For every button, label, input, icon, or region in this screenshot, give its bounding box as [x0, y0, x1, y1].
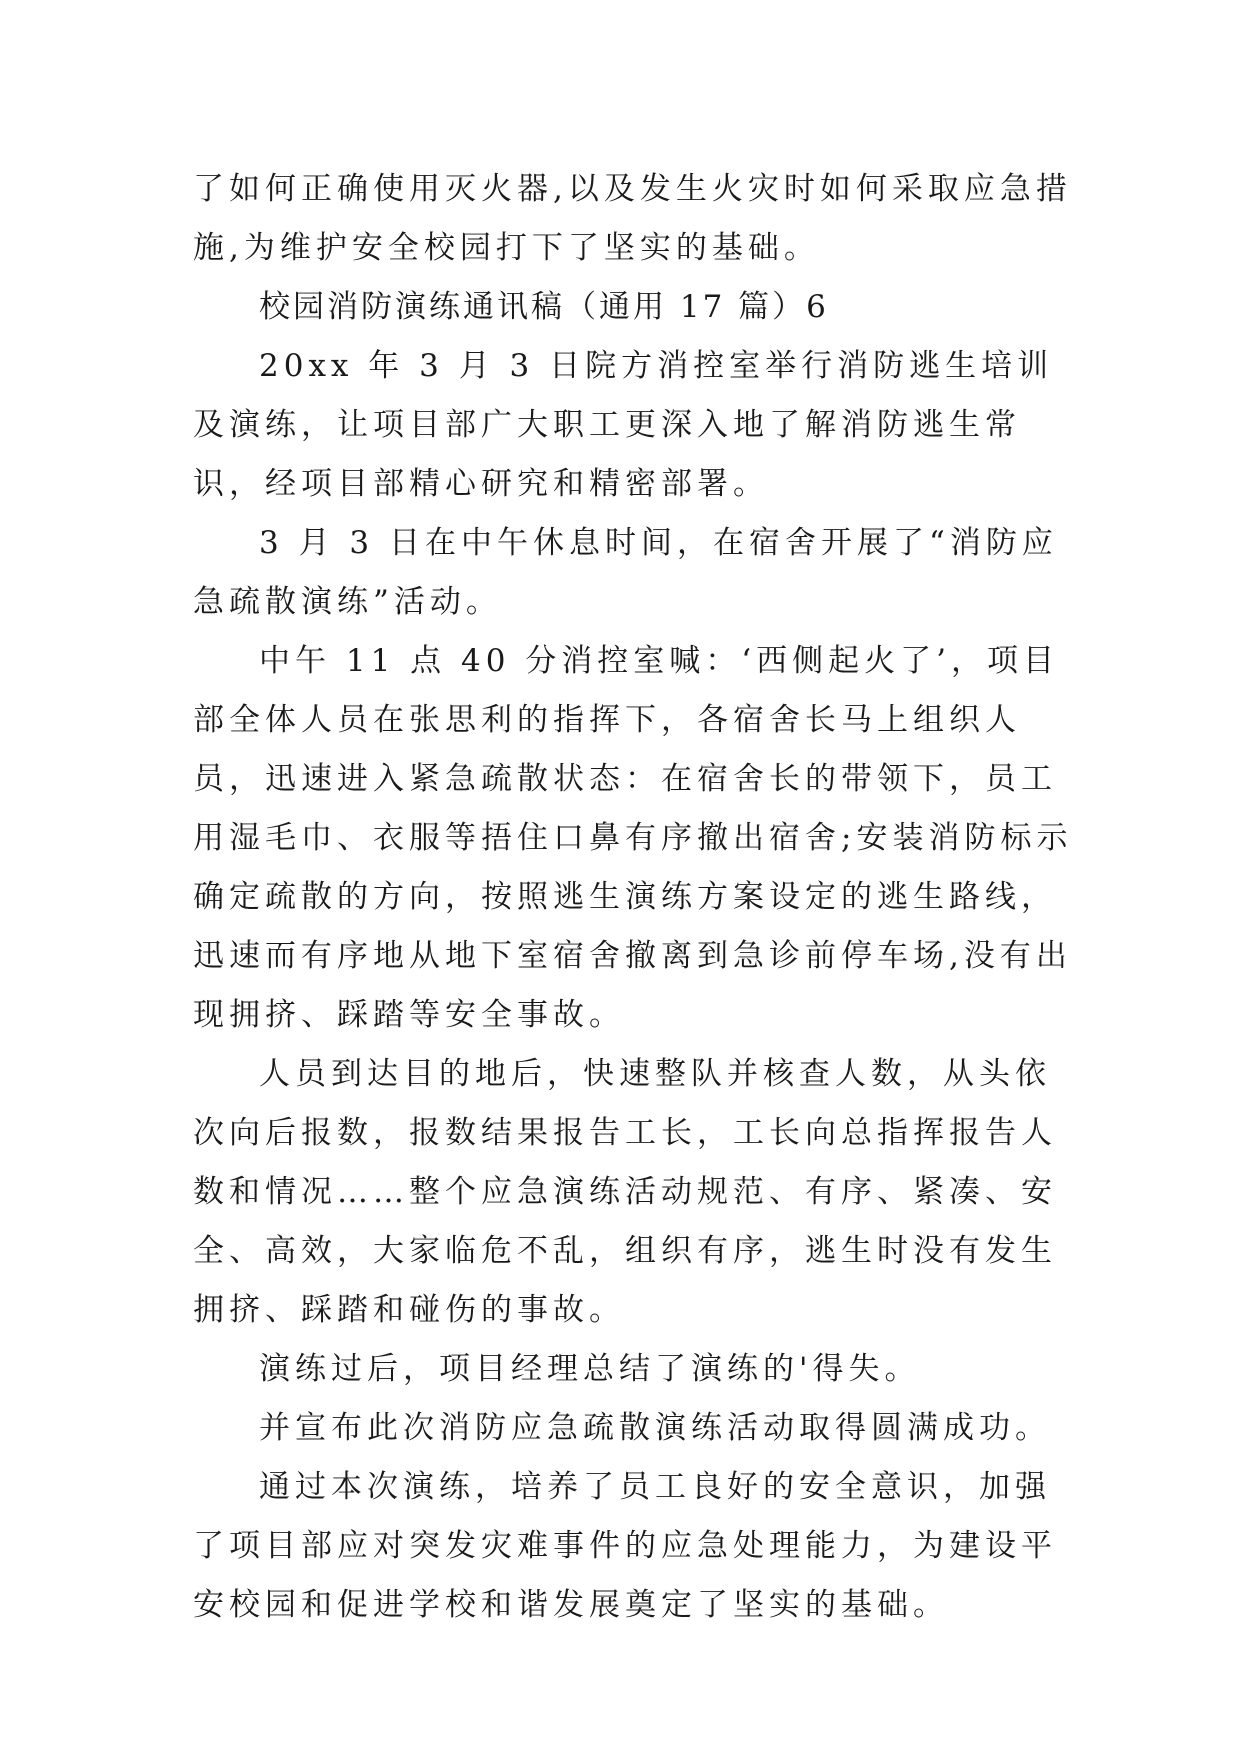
- paragraph-intro: 20xx 年 3 月 3 日院方消控室举行消防逃生培训及演练，让项目部广大职工更深入地了解消防逃生常识，经项目部精心研究和精密部署。: [193, 348, 1054, 502]
- paragraph-summary: 演练过后，项目经理总结了演练的'得失。: [259, 1351, 921, 1387]
- paragraph-continuation: 了如何正确使用灭火器,以及发生火灾时如何采取应急措施,为维护安全校园打下了坚实的基础。: [193, 171, 1072, 266]
- paragraph-headcount: 人员到达目的地后，快速整队并核查人数，从头依次向后报数，报数结果报告工长，工长向总指挥报告人数和情况……整个应急演练活动规范、有序、紧凑、安全、高效，大家临危不乱，组织有序，逃生时没有发生拥挤、踩踏和碰伤的事故。: [193, 1056, 1057, 1328]
- paragraph-activity: 3 月 3 日在中午休息时间，在宿舍开展了“消防应急疏散演练”活动。: [193, 525, 1058, 620]
- paragraph-announcement: 并宣布此次消防应急疏散演练活动取得圆满成功。: [259, 1410, 1051, 1446]
- paragraph-conclusion: 通过本次演练，培养了员工良好的安全意识，加强了项目部应对突发灾难事件的应急处理能力，为建设平安校园和促进学校和谐发展奠定了坚实的基础。: [193, 1469, 1057, 1623]
- section-heading: 校园消防演练通讯稿（通用 17 篇）6: [259, 289, 829, 325]
- paragraph-evacuation: 中午 11 点 40 分消控室喊：‘西侧起火了’，项目部全体人员在张思利的指挥下，各宿舍长马上组织人员，迅速进入紧急疏散状态：在宿舍长的带领下，员工用湿毛巾、衣服等捂住口鼻有序撤出宿舍;安装消防标示确定疏散的方向，按照逃生演练方案设定的逃生路线，迅速而有序地从地下室宿舍撤离到急诊前停车场,没有出现拥挤、踩踏等安全事故。: [193, 643, 1073, 1033]
- document-body: [193, 160, 1073, 1635]
